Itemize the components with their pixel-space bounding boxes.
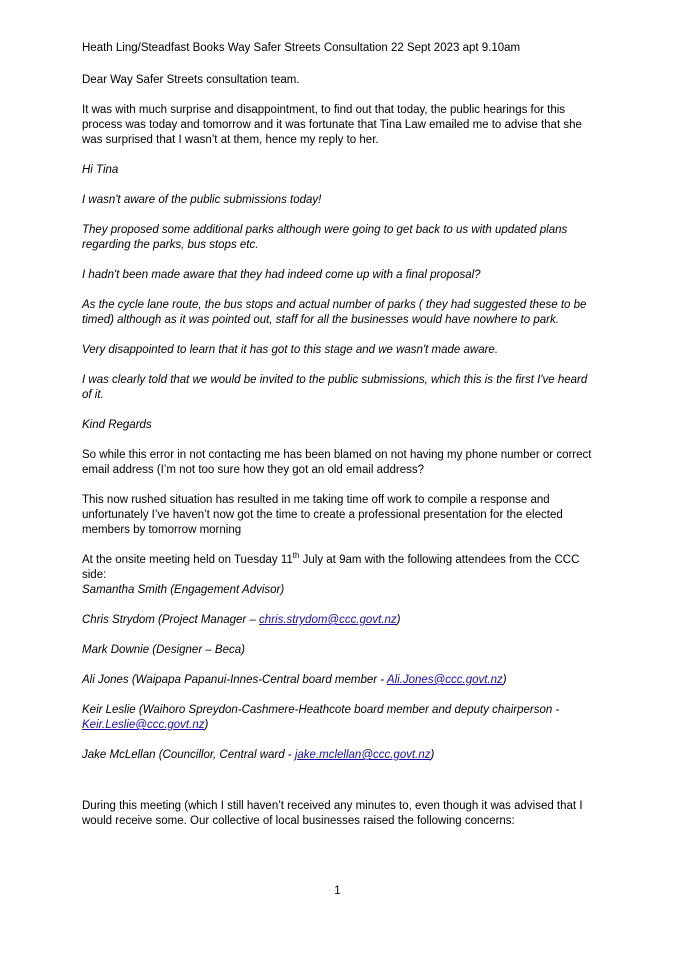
attendee-chris-text: Chris Strydom (Project Manager – [82, 614, 260, 626]
attendee-jake-close: ) [430, 749, 435, 761]
email-line-4: As the cycle lane route, the bus stops and actual number of parks ( they had suggested these to be timed) although as it was pointed out, staff for all the businesses would have nowhere to park. [82, 299, 587, 326]
attendee-mark: Mark Downie (Designer – Beca) [82, 644, 245, 656]
attendee-ali-text: Ali Jones (Waipapa Papanui-Innes-Central board member - [82, 674, 387, 686]
attendee-keir-close: ) [204, 719, 209, 731]
meeting-intro-end: July at 9am with the following attendees from the CCC side: [82, 554, 580, 581]
attendee-chris-close: ) [396, 614, 401, 626]
email-line-5: Very disappointed to learn that it has got to this stage and we wasn't made aware. [82, 344, 499, 356]
keir-email-link[interactable]: Keir.Leslie@ccc.govt.nz [82, 719, 205, 731]
attendee-chris [82, 613, 597, 628]
email-greeting: Hi Tina [82, 164, 119, 176]
section-spacer [82, 763, 597, 799]
error-paragraph: So while this error in not contacting me has been blamed on not having my phone number or correct email address (I’m not too sure how they got an old email address? [82, 449, 592, 476]
meeting-intro [82, 553, 597, 583]
email-line-1: I wasn't aware of the public submissions today! [82, 194, 322, 206]
concerns-paragraph: During this meeting (which I still haven’t received any minutes to, even though it was advised that I would receive some. Our collective of local businesses raised the following concerns: [82, 800, 583, 827]
intro-paragraph: It was with much surprise and disappointment, to find out that today, the public hearings for this process was today and tomorrow and it was fortunate that Tina Law emailed me to advise that she was surprised that I wasn’t at them, hence my reply to her. [82, 104, 582, 146]
chris-email-link[interactable]: chris.strydom@ccc.govt.nz [259, 614, 397, 626]
attendee-ali-close: ) [502, 674, 507, 686]
email-signoff: Kind Regards [82, 419, 152, 431]
email-line-2: They proposed some additional parks although were going to get back to us with updated plans regarding the parks, bus stops etc. [82, 224, 568, 251]
ali-email-link[interactable]: Ali.Jones@ccc.govt.nz [386, 674, 503, 686]
attendee-jake [82, 748, 597, 763]
document-body [82, 41, 597, 829]
email-line-6: I was clearly told that we would be invited to the public submissions, which this is the first I've heard of it. [82, 374, 588, 401]
attendee-jake-text: Jake McLellan (Councillor, Central ward - [82, 749, 295, 761]
date-ordinal: th [292, 551, 300, 561]
attendee-keir [82, 703, 597, 733]
document-header: Heath Ling/Steadfast Books Way Safer Streets Consultation 22 Sept 2023 apt 9.10am [82, 42, 521, 54]
attendee-samantha: Samantha Smith (Engagement Advisor) [82, 584, 285, 596]
attendee-ali [82, 673, 597, 688]
meeting-intro-start: At the onsite meeting held on Tuesday 11 [82, 554, 293, 566]
email-line-3: I hadn't been made aware that they had indeed come up with a final proposal? [82, 269, 481, 281]
rushed-paragraph: This now rushed situation has resulted in me taking time off work to compile a response and unfortunately I’ve haven’t now got the time to create a professional presentation for the elected members by tomorrow morning [82, 494, 563, 536]
jake-email-link[interactable]: jake.mclellan@ccc.govt.nz [294, 749, 431, 761]
attendee-keir-text: Keir Leslie (Waihoro Spreydon-Cashmere-Heathcote board member and deputy chairperson - [82, 704, 560, 716]
page-number: 1 [334, 885, 341, 897]
salutation: Dear Way Safer Streets consultation team. [82, 74, 300, 86]
